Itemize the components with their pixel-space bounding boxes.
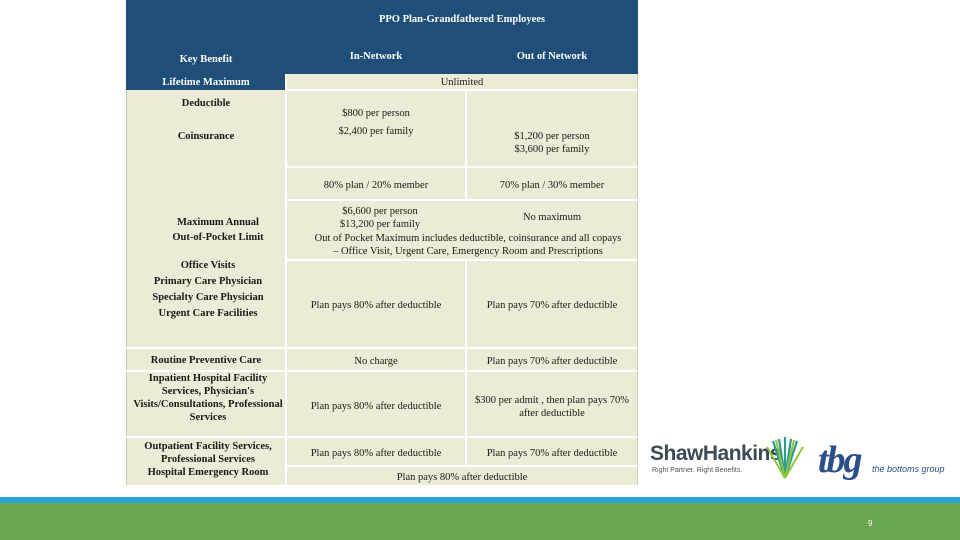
tbg-tagline: the bottoms group xyxy=(872,464,945,474)
divider-row-9 xyxy=(126,485,638,487)
inpatient-out: $300 per admit , then plan pays 70% after deductible xyxy=(475,395,629,419)
divider-mid-1 xyxy=(465,90,467,200)
outpatient-span: Plan pays 80% after deductible xyxy=(396,471,528,483)
out-network-header: Out of Network xyxy=(466,38,638,74)
office-out: Plan pays 70% after deductible xyxy=(486,299,618,311)
lifetime-value: Unlimited xyxy=(440,76,484,88)
divider-row-3 xyxy=(286,199,638,201)
oop-in: $6,600 per person $13,200 per family xyxy=(339,206,421,230)
key-benefit-header: Key Benefit xyxy=(179,54,233,65)
outpatient-in: Plan pays 80% after deductible xyxy=(310,447,442,459)
deductible-in-person: $800 per person xyxy=(342,108,410,119)
deductible-out: $1,200 per person $3,600 per family xyxy=(514,131,590,155)
coinsurance-label: Coinsurance xyxy=(177,130,235,142)
shawhankins-logo xyxy=(650,440,800,480)
divider-row-5 xyxy=(126,347,638,349)
in-network-header: In-Network xyxy=(286,38,466,74)
preventive-label: Routine Preventive Care xyxy=(150,354,262,366)
divider-left xyxy=(285,74,287,486)
tbg-logo xyxy=(818,438,948,490)
preventive-out: Plan pays 70% after deductible xyxy=(486,355,618,367)
table-title: PPO Plan-Grandfathered Employees xyxy=(286,0,638,38)
shawhankins-wheat-icon xyxy=(763,435,809,479)
divider-row-6 xyxy=(126,370,638,372)
shawhankins-name: ShawHankins xyxy=(650,442,782,465)
deductible-label: Deductible xyxy=(181,97,231,109)
inpatient-label: Inpatient Hospital Facility Services, Physician's Visits/Consultations, Professional Services xyxy=(133,373,283,423)
office-in: Plan pays 80% after deductible xyxy=(310,299,442,311)
deductible-in-family: $2,400 per family xyxy=(338,126,414,137)
lifetime-label: Lifetime Maximum xyxy=(126,74,286,90)
divider-row-7 xyxy=(126,436,638,438)
oop-note: Out of Pocket Maximum includes deductible, coinsurance and all copays – Office Visit, Urgent Care, Emergency Room and Prescriptions xyxy=(314,233,622,257)
inpatient-in: Plan pays 80% after deductible xyxy=(310,400,442,412)
shawhankins-tagline: Right Partner. Right Benefits. xyxy=(652,467,743,474)
office-visits-label: Office Visits Primary Care Physician Specialty Care Physician Urgent Care Facilities xyxy=(152,260,264,319)
page-number: 9 xyxy=(868,519,873,528)
coinsurance-in: 80% plan / 20% member xyxy=(323,179,429,191)
oop-label: Maximum Annual Out-of-Pocket Limit xyxy=(172,217,264,243)
outpatient-out: Plan pays 70% after deductible xyxy=(486,447,618,459)
coinsurance-out: 70% plan / 30% member xyxy=(499,179,605,191)
divider-row-2 xyxy=(286,166,638,168)
footer-green-band xyxy=(0,503,960,540)
outpatient-label: Outpatient Facility Services, Professional Services Hospital Emergency Room xyxy=(144,441,272,478)
preventive-in: No charge xyxy=(354,355,398,367)
divider-row-8 xyxy=(286,465,638,467)
oop-out: No maximum xyxy=(522,212,582,223)
divider-row-1 xyxy=(286,89,638,91)
divider-row-4 xyxy=(286,259,638,261)
tbg-name: tbg xyxy=(818,439,861,481)
